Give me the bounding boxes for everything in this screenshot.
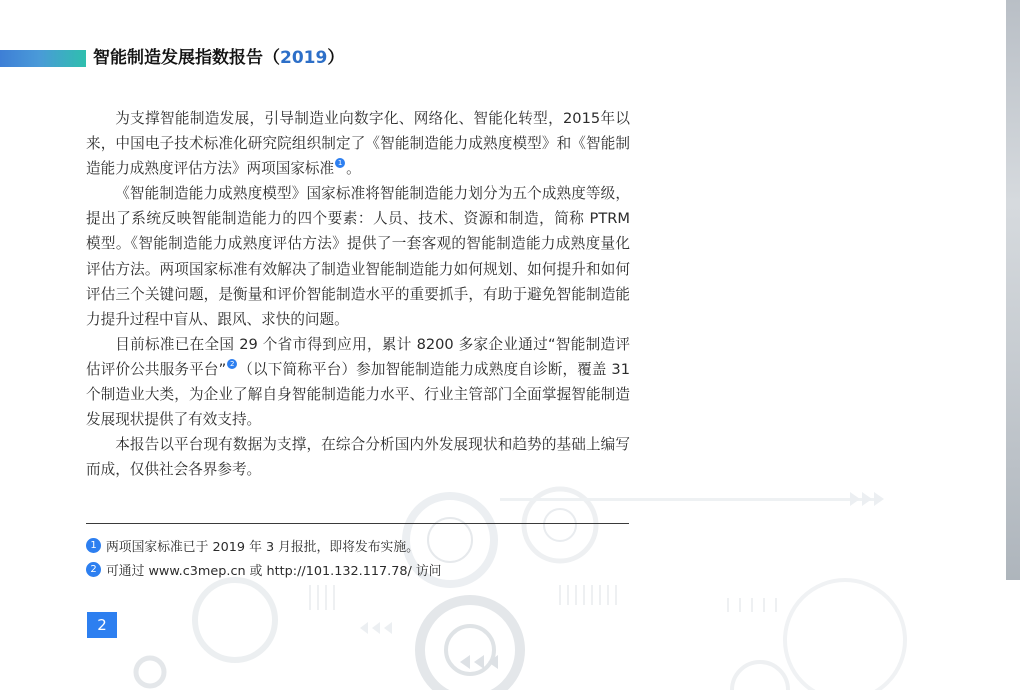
paragraph-2: 《智能制造能力成熟度模型》国家标准将智能制造能力划分为五个成熟度等级，提出了系统反映智能制造能力的四个要素：人员、技术、资源和制造，简称 PTRM 模型。《智能制造能力成熟度评估方法》提供了一套客观的智能制造能力成熟度量化评估方法。两项国家标准有效解决了制造业智能制造能力如何规划、如何提升和如何评估三个关键问题，是衡量和评价智能制造水平的重要抓手，有助于避免智能制造能力提升过程中盲从、跟风、求快的问题。 (86, 185, 630, 328)
paragraph-3-text: 目前标准已在全国 29 个省市得到应用，累计 8200 多家企业通过“智能制造评估评价公共服务平台” (86, 335, 630, 378)
header-year: 2019 (280, 48, 328, 68)
footnote-1-number: 1 (86, 538, 101, 553)
paragraph-1 (86, 106, 630, 181)
footnote-2-text[interactable]: 可通过 www.c3mep.cn 或 http://101.132.117.78/ 访问 (106, 563, 442, 579)
paragraph-1-end: 。 (346, 160, 361, 178)
paragraph-4: 本报告以平台现有数据为支撑，在综合分析国内外发展现状和趋势的基础上编写而成，仅供社会各界参考。 (86, 436, 630, 479)
footnote-marker-1[interactable]: 1 (335, 158, 345, 168)
footnote-1-text: 两项国家标准已于 2019 年 3 月报批，即将发布实施。 (106, 539, 419, 555)
footnote-divider (86, 523, 629, 524)
footnotes (86, 533, 441, 581)
paragraph-3 (86, 332, 630, 432)
page-edge-strip (1006, 0, 1020, 580)
footnote-1 (86, 533, 441, 557)
header-title-prefix: 智能制造发展指数报告（ (93, 48, 280, 68)
footnote-2 (86, 557, 441, 581)
header-title-suffix: ） (327, 48, 345, 68)
header-accent-bar (0, 50, 86, 67)
paragraph-3-end: （以下简称平台）参加智能制造能力成熟度自诊断，覆盖 31 个制造业大类，为企业了解自身智能制造能力水平、行业主管部门全面掌握智能制造发展现状提供了有效支持。 (86, 360, 631, 429)
page-number: 2 (87, 612, 117, 638)
report-header-title (93, 45, 344, 71)
footnote-2-number: 2 (86, 562, 101, 577)
body-text (86, 106, 630, 482)
footnote-marker-2[interactable]: 2 (227, 359, 237, 369)
paragraph-1-text: 为支撑智能制造发展，引导制造业向数字化、网络化、智能化转型，2015年以来，中国电子技术标准化研究院组织制定了《智能制造能力成熟度模型》和《智能制造能力成熟度评估方法》两项国家标准 (86, 110, 630, 178)
